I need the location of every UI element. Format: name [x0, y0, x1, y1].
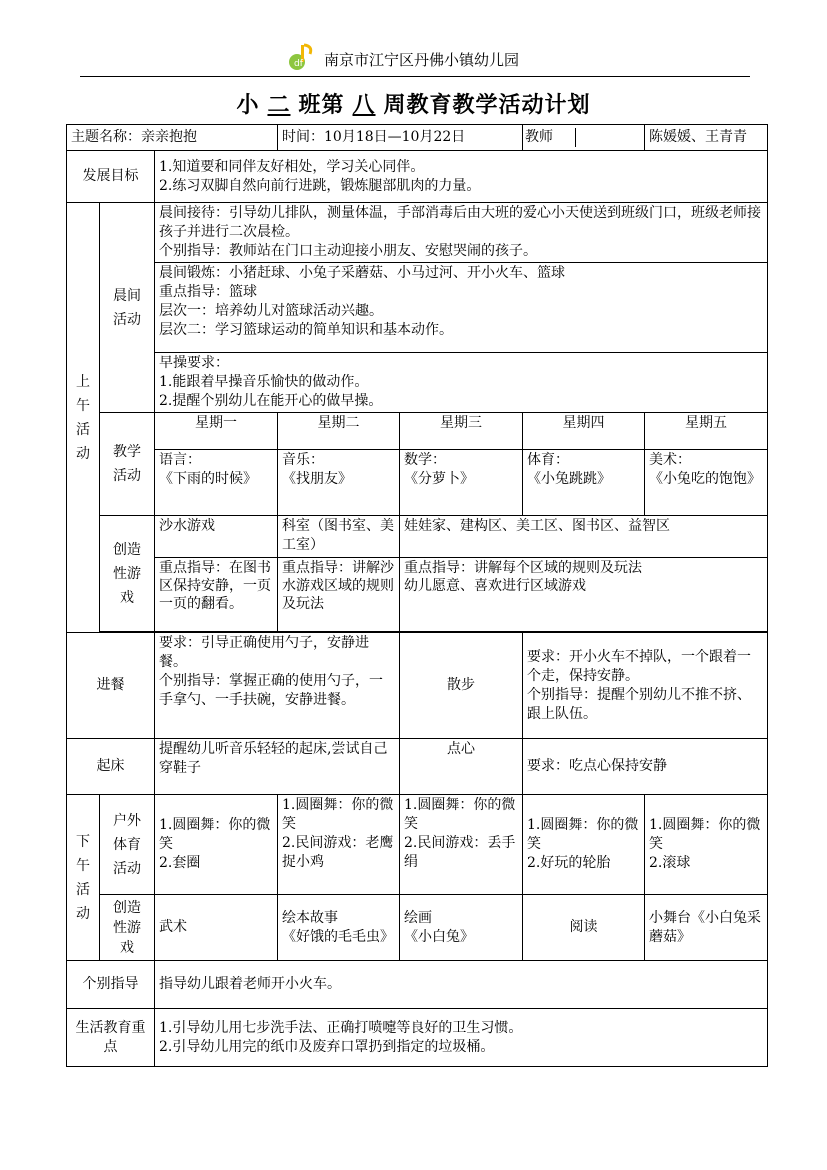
meal-label: 进餐	[67, 633, 155, 739]
exercise-row	[67, 263, 768, 353]
teacher-label: 教师	[523, 128, 577, 147]
subject-cell: 体育： 《小兔跳跳》	[523, 450, 645, 516]
life-content: 1.引导幼儿用七步洗手法、正确打喷嚏等良好的卫生习惯。 2.引导幼儿用完的纸巾及废弃口罩扔到指定的垃圾桶。	[155, 1009, 768, 1067]
creative-area: 科室（图书室、美工室）	[278, 516, 400, 558]
afternoon-label: 下午活动	[67, 795, 100, 961]
goal-item: 1.知道要和同伴友好相处，学习关心同伴。	[159, 158, 425, 175]
morning-label: 上午活动	[67, 203, 100, 633]
morning-activity-label: 晨间活动	[100, 203, 155, 413]
weekday-tue: 星期二	[278, 413, 400, 450]
weekday-wed: 星期三	[400, 413, 523, 450]
outdoor-cell: 1.圆圈舞：你的微笑 2.民间游戏：老鹰捉小鸡	[278, 795, 400, 895]
morning-exercise-row	[67, 353, 768, 413]
afternoon-creative-cell: 绘画 《小白兔》	[400, 895, 523, 961]
weekday-thu: 星期四	[523, 413, 645, 450]
creative-area: 沙水游戏	[155, 516, 278, 558]
outdoor-label: 户外体育活动	[100, 795, 155, 895]
afternoon-creative-cell: 绘本故事 《好饿的毛毛虫》	[278, 895, 400, 961]
creative-focus: 重点指导：讲解沙水游戏区域的规则及玩法	[278, 558, 400, 632]
afternoon-creative-cell: 阅读	[523, 895, 645, 961]
life-label: 生活教育重 点	[67, 1009, 155, 1067]
afternoon-creative-cell: 武术	[155, 895, 278, 961]
goals-content	[155, 151, 768, 203]
creative-focus: 重点指导：讲解每个区域的规则及玩法 幼儿愿意、喜欢进行区域游戏	[400, 558, 768, 632]
teachers-cell: 陈媛媛、王青青	[645, 125, 768, 151]
theme-cell: 主题名称：亲亲抱抱	[67, 125, 278, 151]
time-cell: 时间：10月18日—10月22日	[278, 125, 523, 151]
goal-item: 2.练习双脚自然向前行进跳，锻炼腿部肌肉的力量。	[159, 177, 481, 194]
outdoor-cell: 1.圆圈舞：你的微笑 2.套圈	[155, 795, 278, 895]
teaching-label: 教学活动	[100, 413, 155, 516]
individual-row	[67, 961, 768, 1009]
subject-cell: 美术： 《小兔吃的饱饱》	[645, 450, 768, 516]
walk-label: 散步	[400, 633, 523, 739]
outdoor-cell: 1.圆圈舞：你的微笑 2.滚球	[645, 795, 768, 895]
goals-label: 发展目标	[67, 151, 155, 203]
subject-cell: 数学： 《分萝卜》	[400, 450, 523, 516]
school-logo-icon	[286, 42, 316, 72]
creative-label: 创造性游戏	[100, 516, 155, 632]
weekday-fri: 星期五	[645, 413, 768, 450]
wakeup-content: 提醒幼儿听音乐轻轻的起床,尝试自己穿鞋子	[155, 739, 400, 795]
meal-row	[67, 633, 768, 739]
creative-focus: 重点指导：在图书区保持安静，一页一页的翻看。	[155, 558, 278, 632]
walk-content: 要求：开小火车不掉队，一个跟着一个走，保持安静。 个别指导：提醒个别幼儿不推不挤、跟上队伍。	[523, 633, 768, 739]
snack-content: 要求：吃点心保持安静	[523, 739, 768, 795]
wakeup-row	[67, 739, 768, 795]
teacher-cells	[523, 125, 645, 151]
life-row	[67, 1009, 768, 1067]
outdoor-row	[67, 795, 768, 895]
outdoor-cell: 1.圆圈舞：你的微笑 2.好玩的轮胎	[523, 795, 645, 895]
week-number: 八	[352, 92, 376, 118]
school-name: 南京市江宁区丹佛小镇幼儿园	[324, 51, 520, 69]
morning-exercise-content: 早操要求： 1.能跟着早操音乐愉快的做动作。 2.提醒个别幼儿在能开心的做早操。	[155, 353, 768, 413]
subject-cell: 音乐： 《找朋友》	[278, 450, 400, 516]
subjects-row	[67, 450, 768, 516]
wakeup-label: 起床	[67, 739, 155, 795]
individual-label: 个别指导	[67, 961, 155, 1009]
creative-focus-row	[67, 558, 768, 632]
meal-content: 要求：引导正确使用勺子，安静进餐。 个别指导：掌握正确的使用勺子，一手拿勺、一手扶碗，安静进餐。	[155, 633, 400, 739]
individual-content: 指导幼儿跟着老师开小火车。	[155, 961, 768, 1009]
afternoon-creative-row	[67, 895, 768, 961]
weekday-row	[67, 413, 768, 450]
page-header	[80, 40, 750, 77]
afternoon-creative-cell: 小舞台《小白兔采蘑菇》	[645, 895, 768, 961]
reception-content: 晨间接待：引导幼儿排队，测量体温，手部消毒后由大班的爱心小天使送到班级门口，班级老师接孩子并进行二次晨检。 个别指导：教师站在门口主动迎接小朋友、安慰哭闹的孩子。	[155, 203, 768, 263]
class-name: 二	[267, 92, 291, 118]
subject-cell: 语言： 《下雨的时候》	[155, 450, 278, 516]
creative-areas-row	[67, 516, 768, 558]
reception-row	[67, 203, 768, 263]
outdoor-cell: 1.圆圈舞：你的微笑 2.民间游戏：丢手绢	[400, 795, 523, 895]
goals-row	[67, 151, 768, 203]
svg-text:df: df	[294, 59, 303, 69]
exercise-content: 晨间锻炼：小猪赶球、小兔子采蘑菇、小马过河、开小火车、篮球 重点指导：篮球 层次一：培养幼儿对篮球活动兴趣。 层次二：学习篮球运动的简单知识和基本动作。	[155, 263, 768, 353]
info-row	[67, 125, 768, 151]
snack-label: 点心	[400, 739, 523, 795]
afternoon-creative-label: 创造性游戏	[100, 895, 155, 961]
weekday-mon: 星期一	[155, 413, 278, 450]
plan-table	[66, 124, 768, 1067]
page-title: 小 二 班第 八 周教育教学活动计划	[236, 92, 591, 118]
creative-area: 娃娃家、建构区、美工区、图书区、益智区	[400, 516, 768, 558]
